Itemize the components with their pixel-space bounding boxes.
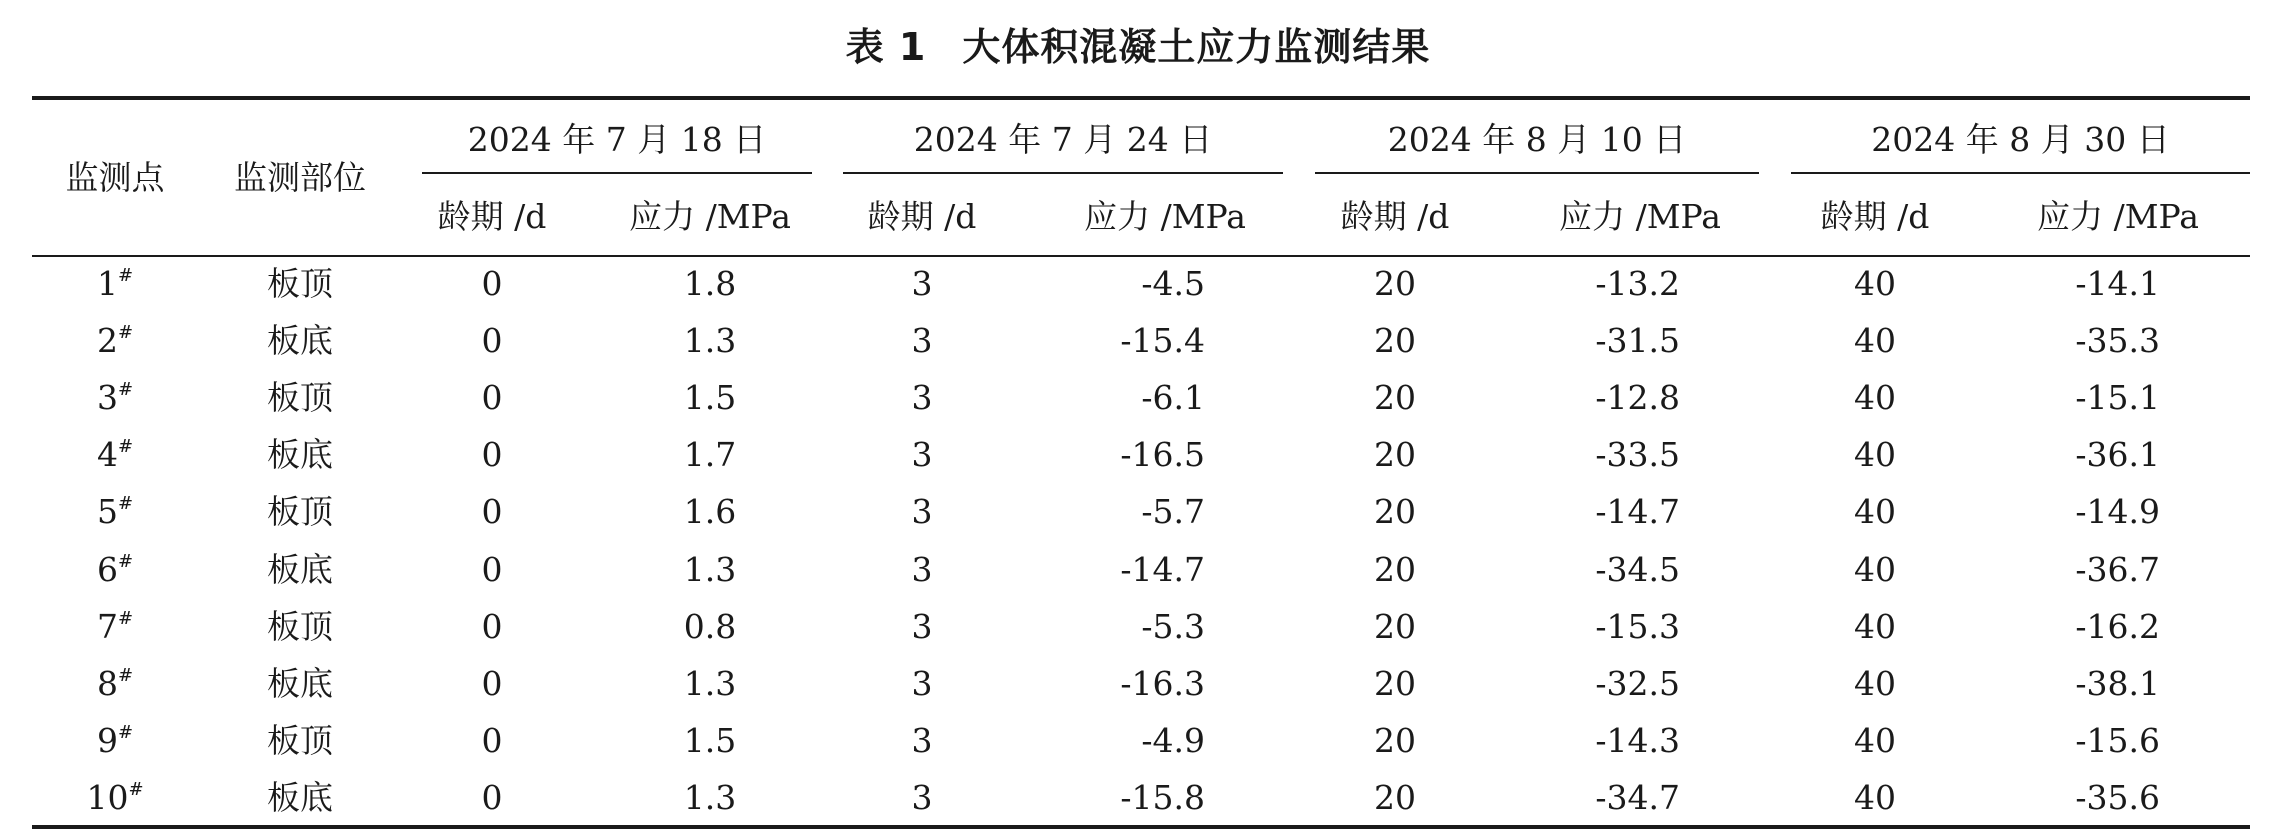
cell-age-2: 3 [911, 606, 933, 646]
header-age-3: 龄期 /d [1340, 197, 1450, 236]
header-date-1: 2024 年 7 月 18 日 [467, 120, 767, 159]
point-mark: # [117, 493, 134, 515]
header-monitoring-point: 监测点 [65, 158, 165, 197]
cell-age-4: 40 [1854, 435, 1896, 475]
date-underline-2 [843, 172, 1283, 174]
table-title-text: 大体积混凝土应力监测结果 [962, 25, 1431, 69]
cell-age-4: 40 [1854, 492, 1896, 532]
cell-part: 板底 [267, 321, 333, 361]
cell-stress-2: -4.5 [1141, 264, 1205, 303]
point-mark: # [117, 721, 134, 743]
cell-point [40, 435, 190, 475]
header-age-2: 龄期 /d [867, 197, 977, 236]
bottom-rule [32, 825, 2250, 829]
cell-stress-3: -14.3 [1595, 720, 1680, 760]
cell-age-1: 0 [481, 549, 503, 589]
point-number: 7 [96, 606, 118, 646]
cell-age-2: 3 [911, 549, 933, 589]
point-number: 8 [96, 663, 118, 703]
cell-part: 板底 [267, 549, 333, 589]
header-date-2: 2024 年 7 月 24 日 [913, 120, 1213, 159]
cell-age-2: 3 [911, 720, 933, 760]
cell-age-1: 0 [481, 663, 503, 703]
point-number: 5 [96, 492, 118, 532]
cell-stress-1: 1.5 [683, 378, 737, 418]
cell-age-4: 40 [1854, 720, 1896, 760]
cell-part: 板顶 [267, 720, 333, 760]
cell-stress-4: -38.1 [2075, 663, 2160, 703]
cell-age-1: 0 [481, 321, 503, 361]
cell-age-3: 20 [1374, 492, 1416, 532]
cell-stress-2: -16.5 [1120, 435, 1205, 475]
cell-stress-4: -14.9 [2075, 492, 2160, 532]
cell-point [40, 264, 190, 304]
cell-part: 板底 [267, 777, 333, 817]
cell-age-3: 20 [1374, 549, 1416, 589]
cell-stress-2: -4.9 [1141, 720, 1205, 760]
cell-part: 板顶 [267, 606, 333, 646]
cell-age-2: 3 [911, 435, 933, 475]
cell-age-3: 20 [1374, 720, 1416, 760]
cell-age-4: 40 [1854, 378, 1896, 418]
cell-point [40, 321, 190, 361]
cell-point [40, 492, 190, 532]
cell-part: 板顶 [267, 264, 333, 303]
cell-age-2: 3 [911, 663, 933, 703]
cell-age-4: 40 [1854, 264, 1896, 303]
cell-stress-4: -14.1 [2075, 264, 2160, 303]
header-date-3: 2024 年 8 月 10 日 [1387, 120, 1687, 159]
cell-stress-1: 1.6 [683, 492, 737, 532]
cell-part: 板顶 [267, 378, 333, 418]
point-number: 9 [96, 720, 118, 760]
cell-stress-2: -16.3 [1120, 663, 1205, 703]
header-date-4: 2024 年 8 月 30 日 [1871, 120, 2170, 159]
cell-stress-4: -36.7 [2075, 549, 2160, 589]
cell-age-4: 40 [1854, 321, 1896, 361]
point-number: 4 [96, 435, 118, 475]
cell-part: 板顶 [267, 492, 333, 532]
cell-stress-2: -5.7 [1141, 492, 1205, 532]
cell-age-2: 3 [911, 777, 933, 817]
cell-stress-3: -33.5 [1595, 435, 1680, 475]
header-stress-3: 应力 /MPa [1559, 197, 1721, 236]
point-mark: # [128, 778, 144, 800]
cell-point [40, 721, 190, 761]
cell-age-4: 40 [1854, 663, 1896, 703]
point-mark: # [117, 322, 134, 344]
cell-stress-3: -32.5 [1595, 663, 1680, 703]
point-mark: # [117, 607, 134, 629]
cell-age-4: 40 [1854, 606, 1896, 646]
cell-age-1: 0 [481, 492, 503, 532]
cell-stress-3: -14.7 [1595, 492, 1680, 532]
cell-stress-1: 0.8 [683, 606, 737, 646]
cell-age-2: 3 [911, 321, 933, 361]
cell-stress-2: -15.8 [1120, 777, 1205, 817]
header-monitoring-part: 监测部位 [234, 158, 366, 197]
cell-stress-3: -12.8 [1595, 378, 1680, 418]
cell-stress-3: -13.2 [1595, 264, 1680, 303]
cell-point [40, 550, 190, 590]
point-mark: # [117, 436, 134, 458]
cell-stress-4: -35.3 [2075, 321, 2160, 361]
top-rule [32, 96, 2250, 100]
cell-part: 板底 [267, 663, 333, 703]
cell-part: 板底 [267, 435, 333, 475]
table-number: 表 1 [845, 25, 927, 69]
cell-stress-1: 1.3 [683, 321, 737, 361]
cell-stress-2: -6.1 [1141, 378, 1205, 418]
cell-age-1: 0 [481, 264, 503, 303]
date-underline-3 [1315, 172, 1759, 174]
point-number: 3 [96, 378, 118, 418]
cell-point [40, 378, 190, 418]
point-mark: # [117, 379, 134, 401]
cell-stress-3: -34.5 [1595, 549, 1680, 589]
cell-stress-1: 1.3 [683, 663, 737, 703]
cell-age-3: 20 [1374, 435, 1416, 475]
date-underline-4 [1791, 172, 2250, 174]
cell-age-2: 3 [911, 492, 933, 532]
cell-stress-2: -14.7 [1120, 549, 1205, 589]
header-stress-2: 应力 /MPa [1084, 197, 1246, 236]
cell-stress-4: -15.1 [2075, 378, 2160, 418]
cell-stress-4: -36.1 [2075, 435, 2160, 475]
cell-age-4: 40 [1854, 777, 1896, 817]
cell-stress-1: 1.7 [683, 435, 737, 475]
cell-age-1: 0 [481, 606, 503, 646]
cell-stress-1: 1.8 [683, 264, 737, 303]
cell-stress-3: -31.5 [1595, 321, 1680, 361]
cell-stress-4: -15.6 [2075, 720, 2160, 760]
point-number: 10 [86, 777, 129, 817]
cell-age-4: 40 [1854, 549, 1896, 589]
cell-stress-2: -15.4 [1120, 321, 1205, 361]
cell-age-2: 3 [911, 378, 933, 418]
cell-age-3: 20 [1374, 264, 1416, 303]
cell-stress-3: -15.3 [1595, 606, 1680, 646]
header-age-1: 龄期 /d [437, 197, 547, 236]
cell-age-1: 0 [481, 777, 503, 817]
header-age-4: 龄期 /d [1820, 197, 1930, 236]
header-stress-4: 应力 /MPa [2037, 197, 2199, 236]
cell-age-3: 20 [1374, 378, 1416, 418]
cell-age-1: 0 [481, 378, 503, 418]
cell-stress-1: 1.3 [683, 549, 737, 589]
cell-age-3: 20 [1374, 321, 1416, 361]
point-mark: # [117, 664, 134, 686]
date-underline-1 [422, 172, 812, 174]
cell-age-1: 0 [481, 435, 503, 475]
cell-stress-1: 1.5 [683, 720, 737, 760]
cell-stress-1: 1.3 [683, 777, 737, 817]
cell-age-3: 20 [1374, 663, 1416, 703]
point-mark: # [117, 550, 134, 572]
cell-point [40, 664, 190, 704]
cell-stress-3: -34.7 [1595, 777, 1680, 817]
point-number: 1 [96, 264, 118, 303]
point-mark: # [117, 265, 134, 286]
cell-point [40, 607, 190, 647]
cell-point [40, 778, 190, 818]
point-number: 2 [96, 321, 118, 361]
cell-age-3: 20 [1374, 777, 1416, 817]
cell-stress-4: -16.2 [2075, 606, 2160, 646]
cell-stress-4: -35.6 [2075, 777, 2160, 817]
table-title [0, 16, 2276, 71]
header-rule [32, 255, 2250, 257]
point-number: 6 [96, 549, 118, 589]
cell-stress-2: -5.3 [1141, 606, 1205, 646]
cell-age-2: 3 [911, 264, 933, 303]
cell-age-3: 20 [1374, 606, 1416, 646]
cell-age-1: 0 [481, 720, 503, 760]
header-stress-1: 应力 /MPa [629, 197, 791, 236]
